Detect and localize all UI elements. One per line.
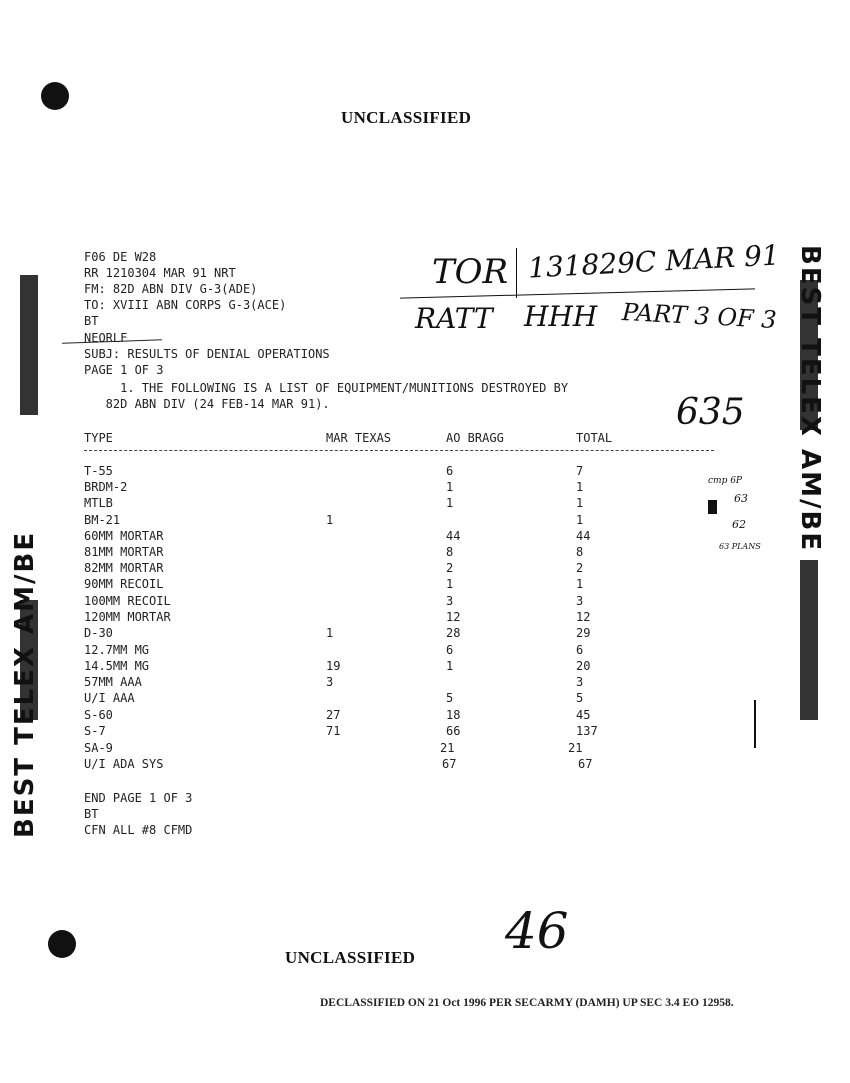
cell-type: SA-9 — [84, 741, 113, 755]
cell-type: 82MM MORTAR — [84, 561, 164, 575]
punch-hole-bottom — [48, 930, 76, 958]
cell-type: 12.7MM MG — [84, 643, 150, 657]
margin-bar — [754, 700, 756, 748]
cell-type: 60MM MORTAR — [84, 529, 164, 543]
cell-ao: 5 — [446, 691, 454, 705]
header-line: RR 1210304 MAR 91 NRT — [84, 266, 236, 280]
cell-type: T-55 — [84, 464, 113, 478]
header-line: TO: XVIII ABN CORPS G-3(ACE) — [84, 298, 287, 312]
cell-type: 57MM AAA — [84, 675, 142, 689]
cell-ao: 6 — [446, 643, 454, 657]
column-header: MAR TEXAS — [326, 431, 392, 445]
cell-total: 137 — [576, 724, 598, 738]
punch-hole-top — [41, 82, 69, 110]
header-line: FM: 82D ABN DIV G-3(ADE) — [84, 282, 258, 296]
margin-note: 63 — [734, 492, 748, 505]
cell-mar: 1 — [326, 626, 334, 640]
subject-line: SUBJ: RESULTS OF DENIAL OPERATIONS — [84, 347, 330, 361]
cell-total: 1 — [576, 496, 584, 510]
intro-line: 82D ABN DIV (24 FEB-14 MAR 91). — [84, 397, 330, 411]
margin-note: cmp 6P — [708, 476, 742, 486]
cell-type: MTLB — [84, 496, 113, 510]
cell-total: 5 — [576, 691, 584, 705]
cell-total: 8 — [576, 545, 584, 559]
cell-ao: 21 — [440, 741, 455, 755]
cell-ao: 6 — [446, 464, 454, 478]
cell-ao: 12 — [446, 610, 461, 624]
header-line: F06 DE W28 — [84, 250, 157, 264]
page-line: PAGE 1 OF 3 — [84, 363, 164, 377]
handwritten-dtg: 131829C MAR 91 — [527, 238, 781, 285]
cell-mar: 71 — [326, 724, 341, 738]
header-line: BT — [84, 314, 99, 328]
column-header: TOTAL — [576, 431, 613, 445]
classification-bottom: UNCLASSIFIED — [285, 948, 416, 967]
cell-total: 21 — [568, 741, 583, 755]
margin-note: 63 PLANS — [719, 542, 761, 551]
handwritten-tor: TOR — [432, 252, 509, 292]
cell-total: 20 — [576, 659, 591, 673]
cell-mar: 27 — [326, 708, 341, 722]
cell-ao: 1 — [446, 577, 454, 591]
cell-type: 120MM MORTAR — [84, 610, 171, 624]
cell-mar: 19 — [326, 659, 341, 673]
cell-type: 90MM RECOIL — [84, 577, 164, 591]
handwritten-initials: HHH — [524, 300, 598, 333]
cell-total: 29 — [576, 626, 591, 640]
cell-total: 6 — [576, 643, 584, 657]
cell-ao: 18 — [446, 708, 461, 722]
side-strip-right: BEST TELEX AM/BE — [795, 245, 825, 553]
column-header: TYPE — [84, 431, 113, 445]
handwritten-circled-number: 635 — [676, 392, 745, 433]
cell-mar: 3 — [326, 675, 334, 689]
handwritten-part: PART 3 OF 3 — [621, 297, 778, 335]
cell-type: S-60 — [84, 708, 113, 722]
cell-ao: 28 — [446, 626, 461, 640]
cell-ao: 1 — [446, 659, 454, 673]
header-line-struck: NEORLF — [84, 331, 128, 345]
cell-ao: 8 — [446, 545, 454, 559]
side-strip-left: BEST TELEX AM/BE — [10, 530, 40, 838]
column-header: AO BRAGG — [446, 431, 504, 445]
cell-total: 2 — [576, 561, 584, 575]
cell-type: U/I ADA SYS — [84, 757, 164, 771]
margin-mark — [708, 500, 717, 514]
cell-total: 45 — [576, 708, 591, 722]
declassification-stamp: DECLASSIFIED ON 21 Oct 1996 PER SECARMY (DAMH) UP SEC 3.4 EO 12958. — [320, 997, 734, 1009]
footer-line: CFN ALL #8 CFMD — [84, 823, 193, 837]
cell-ao: 1 — [446, 480, 454, 494]
cell-total: 7 — [576, 464, 584, 478]
cell-type: BM-21 — [84, 513, 121, 527]
cell-total: 12 — [576, 610, 591, 624]
cell-type: 14.5MM MG — [84, 659, 150, 673]
footer-line: END PAGE 1 OF 3 — [84, 791, 193, 805]
cell-total: 1 — [576, 513, 584, 527]
cell-total: 67 — [578, 757, 593, 771]
cell-type: 81MM MORTAR — [84, 545, 164, 559]
cell-type: D-30 — [84, 626, 113, 640]
cell-ao: 66 — [446, 724, 461, 738]
footer-line: BT — [84, 807, 99, 821]
margin-note: 62 — [732, 518, 746, 531]
handwritten-divider — [516, 248, 519, 298]
cell-type: S-7 — [84, 724, 106, 738]
cell-total: 1 — [576, 480, 584, 494]
intro-line: 1. THE FOLLOWING IS A LIST OF EQUIPMENT/MUNITIONS DESTROYED BY — [84, 381, 569, 395]
cell-total: 3 — [576, 594, 584, 608]
cell-total: 1 — [576, 577, 584, 591]
cell-mar: 1 — [326, 513, 334, 527]
cell-type: BRDM-2 — [84, 480, 128, 494]
cell-ao: 3 — [446, 594, 454, 608]
cell-ao: 1 — [446, 496, 454, 510]
cell-ao: 44 — [446, 529, 461, 543]
cell-ao: 2 — [446, 561, 454, 575]
classification-top: UNCLASSIFIED — [341, 108, 472, 127]
cell-type: U/I AAA — [84, 691, 135, 705]
cell-total: 44 — [576, 529, 591, 543]
table-header-rule — [84, 450, 714, 451]
cell-ao: 67 — [442, 757, 457, 771]
handwritten-ratt: RATT — [415, 302, 493, 335]
handwritten-page-number: 46 — [505, 902, 569, 960]
cell-type: 100MM RECOIL — [84, 594, 171, 608]
cell-total: 3 — [576, 675, 584, 689]
